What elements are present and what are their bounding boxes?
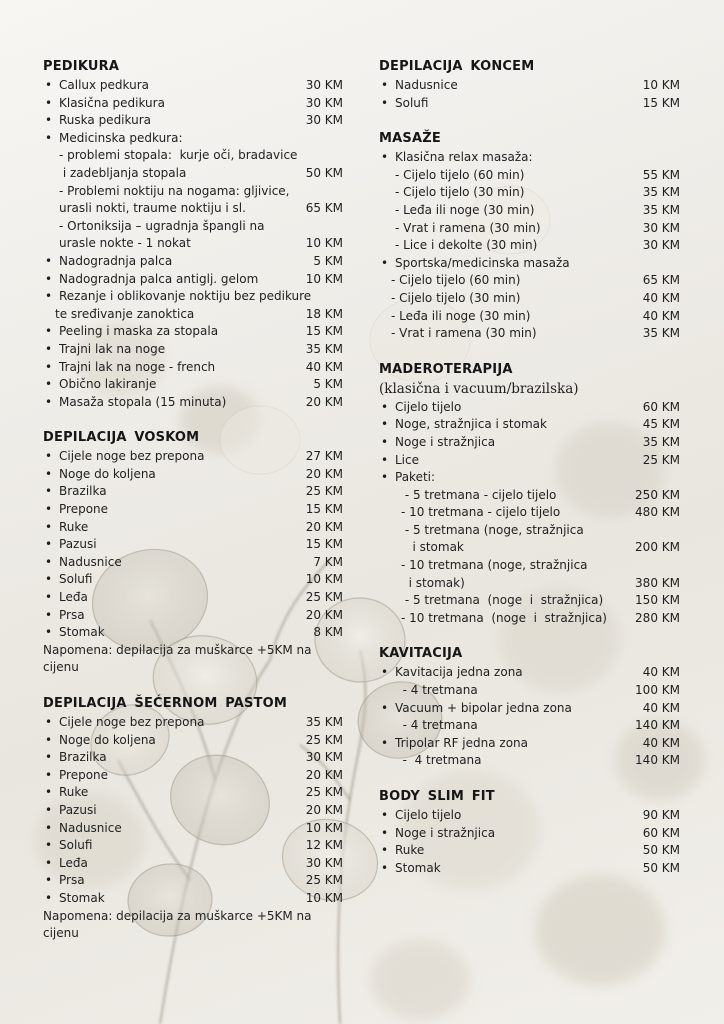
price-row: [43, 589, 343, 607]
price-row: [379, 308, 680, 326]
section-heading: PEDIKURA: [43, 59, 120, 74]
service-label: • Cijele noge bez prepona: [43, 448, 204, 466]
service-price: 480 KM: [635, 505, 680, 520]
service-label: • Solufi: [43, 571, 92, 589]
price-row: [43, 323, 343, 341]
service-label: • Nadusnice: [43, 554, 122, 572]
service-label: • Trajni lak na noge: [43, 341, 165, 359]
service-label: • Klasična pedikura: [43, 95, 165, 113]
price-row: [43, 732, 343, 750]
section-note: Napomena: depilacija za muškarce +5KM na: [43, 908, 312, 923]
service-price: 40 KM: [642, 665, 680, 680]
service-label: • Trajni lak na noge - french: [43, 359, 215, 377]
price-row: [379, 272, 680, 290]
service-label: • Leđa: [43, 855, 88, 873]
price-row: [379, 807, 680, 825]
service-price: 25 KM: [305, 785, 343, 800]
service-label: • Brazilka: [43, 749, 107, 767]
price-row: [43, 501, 343, 519]
left-column: [43, 58, 343, 961]
price-row: [379, 504, 680, 522]
service-price: 10 KM: [305, 271, 343, 286]
service-price: 45 KM: [642, 417, 680, 432]
price-row: [43, 359, 343, 377]
service-price: 35 KM: [305, 341, 343, 356]
service-label: • Nadogradnja palca: [43, 253, 172, 271]
price-row: [379, 220, 680, 238]
service-label: - problemi stopala: kurje oči, bradavice: [59, 148, 298, 163]
service-price: 25 KM: [305, 590, 343, 605]
price-row: [379, 610, 680, 628]
service-price: 65 KM: [642, 273, 680, 288]
price-row: [379, 664, 680, 682]
price-row: [379, 237, 680, 255]
service-price: 140 KM: [635, 753, 680, 768]
price-row: [379, 149, 680, 167]
price-row: [379, 325, 680, 343]
service-price: 10 KM: [305, 236, 343, 251]
service-price: 40 KM: [642, 700, 680, 715]
service-label: • Nadusnice: [379, 77, 458, 95]
price-row: [43, 253, 343, 271]
service-label: - 4 tretmana: [395, 753, 482, 768]
price-row: [43, 749, 343, 767]
service-label: • Solufi: [379, 95, 428, 113]
service-price: 50 KM: [642, 860, 680, 875]
service-label: • Nadusnice: [43, 820, 122, 838]
service-label: i zadebljanja stopala: [59, 165, 187, 180]
service-price: 15 KM: [305, 537, 343, 552]
price-row: [43, 376, 343, 394]
service-label: • Stomak: [379, 860, 441, 878]
price-row: [43, 112, 343, 130]
service-label: • Lice: [379, 452, 419, 470]
price-row: [379, 539, 680, 557]
service-price: 200 KM: [635, 540, 680, 555]
price-row: [43, 165, 343, 183]
service-label: - 10 tretmana (noge i stražnjica): [401, 610, 607, 625]
service-price: 30 KM: [305, 750, 343, 765]
service-price: 60 KM: [642, 399, 680, 414]
section-heading: DEPILACIJA VOSKOM: [43, 430, 200, 446]
service-price: 35 KM: [642, 202, 680, 217]
service-label: • Stomak: [43, 624, 105, 642]
service-label: - Leđa ili noge (30 min): [395, 202, 535, 217]
price-row: [43, 218, 343, 236]
price-row: [379, 592, 680, 610]
price-row: [43, 130, 343, 148]
price-row: [379, 290, 680, 308]
service-label: - 10 tretmana (noge, stražnjica: [401, 558, 588, 573]
service-price: 280 KM: [635, 610, 680, 625]
service-label: • Ruska pedikura: [43, 112, 151, 130]
price-row: [379, 416, 680, 434]
service-price: 5 KM: [313, 377, 343, 392]
service-price: 25 KM: [305, 484, 343, 499]
section-heading: MASAŽE: [379, 131, 441, 147]
price-row: [379, 202, 680, 220]
price-row: [43, 890, 343, 908]
price-row: [43, 714, 343, 732]
price-row: [43, 837, 343, 855]
price-row: [379, 434, 680, 452]
price-row: [43, 483, 343, 501]
service-label: • Nadogradnja palca antiglj. gelom: [43, 271, 258, 289]
service-label: • Obično lakiranje: [43, 376, 156, 394]
price-row: [379, 860, 680, 878]
section-body-slim-fit: [379, 788, 680, 877]
price-row: [43, 271, 343, 289]
service-label: - Cijelo tijelo (30 min): [395, 185, 525, 200]
service-label: - Cijelo tijelo (60 min): [395, 167, 525, 182]
price-row: [43, 784, 343, 802]
price-row: [43, 872, 343, 890]
price-row: [43, 466, 343, 484]
section-heading: DEPILACIJA ŠEĆERNOM PASTOM: [43, 696, 288, 711]
service-label: urasli nokti, traume noktiju i sl.: [59, 201, 246, 216]
service-price: 40 KM: [642, 290, 680, 305]
service-price: 10 KM: [305, 890, 343, 905]
service-label: - Leđa ili noge (30 min): [391, 308, 531, 323]
price-row: [43, 536, 343, 554]
service-price: 20 KM: [305, 767, 343, 782]
section-heading: MADEROTERAPIJA: [379, 361, 513, 377]
service-price: 35 KM: [305, 715, 343, 729]
service-label: • Medicinska pedkura:: [43, 130, 183, 148]
price-row: [43, 95, 343, 113]
service-price: 30 KM: [642, 238, 680, 253]
service-price: 15 KM: [642, 95, 680, 110]
service-label: - 5 tretmana (noge, stražnjica: [401, 522, 584, 537]
service-label: - 4 tretmana: [395, 718, 478, 733]
service-label: • Noge do koljena: [43, 732, 156, 750]
service-price: 10 KM: [305, 820, 343, 835]
price-row: [43, 571, 343, 589]
service-price: 40 KM: [305, 359, 343, 374]
service-price: 35 KM: [642, 434, 680, 449]
service-label: • Sportska/medicinska masaža: [379, 255, 570, 273]
section-heading: KAVITACIJA: [379, 646, 463, 662]
service-label: • Solufi: [43, 837, 92, 855]
service-price: 8 KM: [313, 625, 343, 640]
price-row: [43, 288, 343, 306]
service-price: 10 KM: [305, 572, 343, 587]
service-price: 15 KM: [305, 502, 343, 517]
service-price: 100 KM: [635, 683, 680, 698]
service-label: - 4 tretmana: [395, 683, 478, 698]
price-row: [43, 394, 343, 412]
price-row: [43, 767, 343, 785]
service-price: 27 KM: [305, 449, 343, 464]
service-price: 50 KM: [642, 843, 680, 858]
service-price: 55 KM: [642, 167, 680, 182]
service-label: • Tripolar RF jedna zona: [379, 735, 528, 753]
price-row: [43, 448, 343, 466]
price-row: [43, 802, 343, 820]
service-price: 250 KM: [635, 487, 680, 502]
price-row: [43, 519, 343, 537]
service-price: 20 KM: [305, 394, 343, 409]
service-label: - Cijelo tijelo (60 min): [391, 273, 521, 288]
section-note: cijenu: [43, 660, 79, 675]
service-label: • Vacuum + bipolar jedna zona: [379, 700, 572, 718]
service-label: • Prepone: [43, 767, 108, 785]
service-label: • Ruke: [379, 842, 424, 860]
service-label: i stomak: [401, 540, 464, 555]
service-label: • Noge do koljena: [43, 466, 156, 484]
service-label: - 5 tretmana (noge i stražnjica): [401, 593, 604, 608]
service-label: • Kavitacija jedna zona: [379, 664, 523, 682]
section-depilacija-secernom-pastom: [43, 695, 343, 943]
service-label: • Peeling i maska za stopala: [43, 323, 218, 341]
price-row: [43, 607, 343, 625]
service-price: 15 KM: [305, 324, 343, 339]
service-price: 150 KM: [635, 593, 680, 608]
service-label: te sređivanje zanoktica: [55, 306, 195, 321]
service-price: 25 KM: [305, 873, 343, 888]
service-price: 30 KM: [642, 220, 680, 235]
service-label: • Klasična relax masaža:: [379, 149, 533, 167]
service-price: 65 KM: [305, 201, 343, 216]
service-label: • Pazusi: [43, 536, 97, 554]
service-price: 140 KM: [635, 718, 680, 733]
section-subtitle: (klasična i vacuum/brazilska): [379, 380, 579, 397]
section-note: cijenu: [43, 926, 79, 941]
service-price: 35 KM: [642, 185, 680, 200]
price-row: [43, 624, 343, 642]
service-label: - Problemi noktiju na nogama: gljivice,: [59, 183, 290, 198]
price-row: [43, 341, 343, 359]
service-price: 7 KM: [313, 554, 343, 569]
service-label: • Prsa: [43, 872, 85, 890]
right-column: [379, 58, 680, 895]
price-row: [379, 717, 680, 735]
service-label: • Cijele noge bez prepona: [43, 714, 204, 732]
service-price: 30 KM: [305, 855, 343, 870]
service-price: 20 KM: [305, 607, 343, 622]
service-label: • Callux pedkura: [43, 77, 149, 95]
price-row: [379, 752, 680, 770]
service-price: 40 KM: [642, 308, 680, 323]
service-label: • Paketi:: [379, 469, 435, 487]
price-row: [379, 522, 680, 540]
service-label: • Cijelo tijelo: [379, 399, 461, 417]
price-row: [379, 255, 680, 273]
service-price: 12 KM: [305, 838, 343, 853]
service-label: - Vrat i ramena (30 min): [395, 220, 541, 235]
price-row: [379, 77, 680, 95]
service-price: 90 KM: [642, 808, 680, 822]
price-row: [379, 575, 680, 593]
service-price: 25 KM: [642, 452, 680, 467]
price-row: [43, 77, 343, 95]
service-price: 30 KM: [305, 95, 343, 110]
price-row: [43, 554, 343, 572]
service-price: 30 KM: [305, 113, 343, 128]
price-row: [379, 399, 680, 417]
service-price: 35 KM: [642, 326, 680, 341]
section-heading: DEPILACIJA KONCEM: [379, 59, 535, 74]
service-price: 50 KM: [305, 165, 343, 180]
price-row: [379, 557, 680, 575]
service-label: • Rezanje i oblikovanje noktiju bez pedikure: [43, 288, 311, 306]
service-price: 18 KM: [305, 306, 343, 321]
service-label: • Brazilka: [43, 483, 107, 501]
service-label: - 10 tretmana - cijelo tijelo: [401, 505, 561, 520]
price-row: [379, 735, 680, 753]
service-label: • Cijelo tijelo: [379, 807, 461, 825]
service-label: - Ortoniksija – ugradnja špangli na: [59, 218, 265, 233]
price-row: [379, 825, 680, 843]
service-label: • Stomak: [43, 890, 105, 908]
price-row: [379, 682, 680, 700]
section-heading: BODY SLIM FIT: [379, 789, 495, 804]
service-price: 20 KM: [305, 519, 343, 534]
service-label: - Lice i dekolte (30 min): [395, 238, 538, 253]
section-pedikura: [43, 58, 343, 411]
price-row: [379, 469, 680, 487]
service-label: • Pazusi: [43, 802, 97, 820]
service-price: 20 KM: [305, 466, 343, 481]
service-label: - Vrat i ramena (30 min): [391, 326, 537, 341]
service-label: urasle nokte - 1 nokat: [59, 236, 191, 251]
price-row: [43, 820, 343, 838]
service-label: • Noge i stražnjica: [379, 434, 495, 452]
price-row: [379, 184, 680, 202]
section-kavitacija: [379, 645, 680, 770]
section-depilacija-koncem: [379, 58, 680, 112]
price-row: [43, 306, 343, 324]
service-price: 25 KM: [305, 732, 343, 747]
section-depilacija-voskom: [43, 429, 343, 677]
section-maderoterapija: [379, 361, 680, 628]
section-masaze: [379, 130, 680, 343]
price-row: [379, 167, 680, 185]
service-label: • Noge, stražnjica i stomak: [379, 416, 547, 434]
price-row: [379, 842, 680, 860]
price-row: [379, 95, 680, 113]
section-note: Napomena: depilacija za muškarce +5KM na: [43, 642, 312, 657]
service-label: • Ruke: [43, 519, 88, 537]
service-label: • Noge i stražnjica: [379, 825, 495, 843]
service-label: • Masaža stopala (15 minuta): [43, 394, 226, 412]
service-label: • Leđa: [43, 589, 88, 607]
service-label: • Ruke: [43, 784, 88, 802]
service-price: 5 KM: [313, 253, 343, 268]
price-row: [43, 235, 343, 253]
service-label: i stomak): [401, 575, 465, 590]
service-label: • Prsa: [43, 607, 85, 625]
price-row: [43, 147, 343, 165]
price-row: [43, 855, 343, 873]
price-row: [379, 700, 680, 718]
price-row: [379, 487, 680, 505]
service-price: 380 KM: [635, 575, 680, 590]
price-row: [43, 200, 343, 218]
service-label: • Prepone: [43, 501, 108, 519]
price-row: [379, 452, 680, 470]
service-price: 60 KM: [642, 825, 680, 840]
service-label: - 5 tretmana - cijelo tijelo: [401, 487, 557, 502]
service-label: - Cijelo tijelo (30 min): [391, 290, 521, 305]
service-price: 40 KM: [642, 735, 680, 750]
service-price: 30 KM: [305, 78, 343, 92]
service-price: 20 KM: [305, 802, 343, 817]
service-price: 10 KM: [642, 78, 680, 92]
price-row: [43, 183, 343, 201]
